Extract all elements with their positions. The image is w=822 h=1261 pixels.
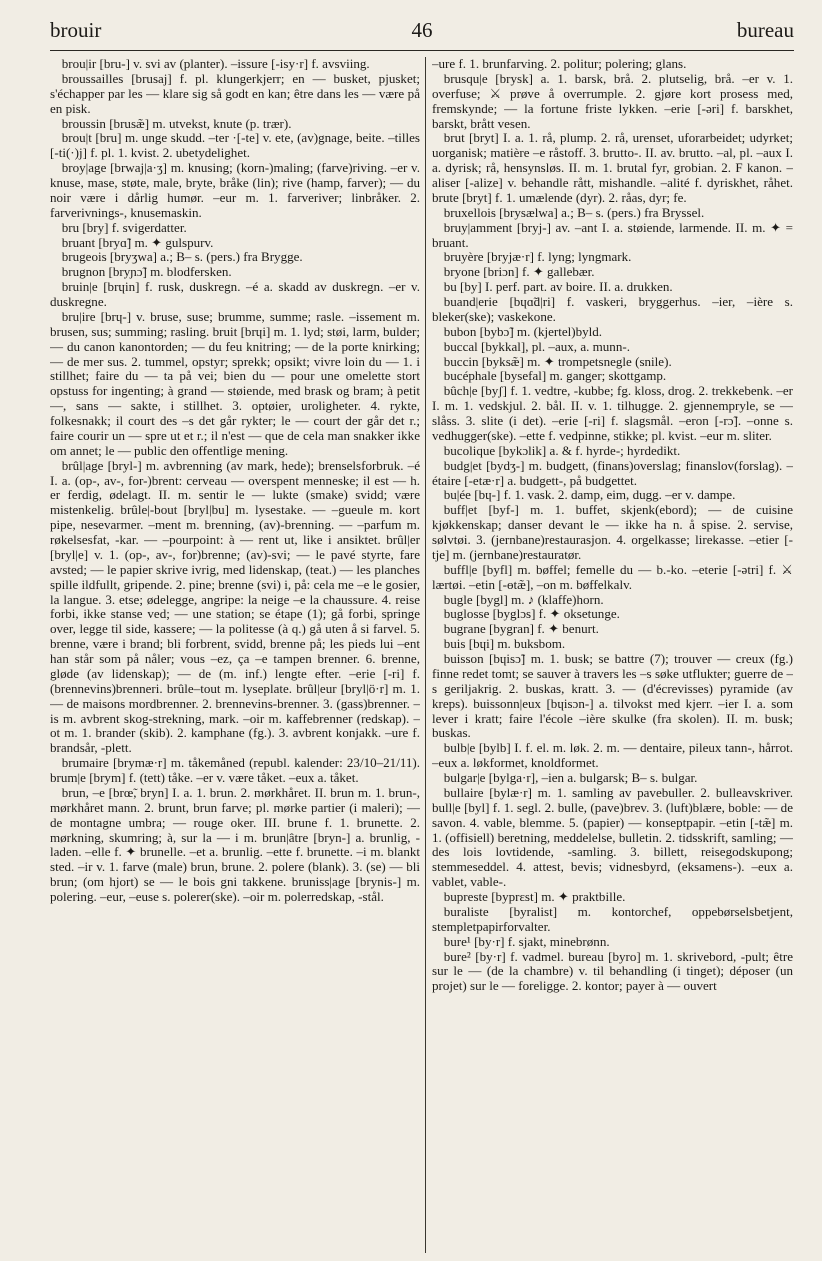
dictionary-entry: broy|age [brwaj|a·ʒ] m. knusing; (korn-)maling; (farve)riving. –er v. knuse, mase, støte, male, bryte, bråke (lin); rive (hamp, farver); — du noir være i dårlig humør. –eur m. 1. farveriver; linbråker. 2. farverivnings-, knusemaskin. — [50, 160, 420, 220]
dictionary-entry: bruin|e [brɥin] f. rusk, duskregn. –é a. skadd av duskregn. –er v. duskregne. — [50, 279, 420, 309]
dictionary-entry: bru [bry] f. svigerdatter. — [61, 219, 187, 235]
dictionary-entry: buff|et [byf-] m. 1. buffet, skjenk(ebord); — de cuisine kjøkkenskap; danser devant le — ikke ha n. å spise. 2. servise, sølvtøi. 3. (jernbane)restaurasjon. 4. orgelkasse; lirekasse. –etier [-tje] m. (jernbane)restauratør. — [432, 502, 793, 562]
dictionary-entry: bruxellois [brysælwa] a.; B– s. (pers.) fra Bryssel. — [443, 204, 705, 220]
dictionary-entry: brugnon [bryɲɔ̃] m. blodfersken. — [61, 264, 232, 280]
dictionary-entry: bugle [bygl] m. ♪ (klaffe)horn. — [443, 591, 604, 607]
dictionary-entry: bru|ire [brɥ-] v. bruse, suse; brumme, summe; rasle. –issement m. brusen, sus; summing; rasling. bruit [brɥi] m. 1. lyd; støi, larm, bulder; — du canon kanontorden; — du feu knitring; — de la porte knirking; — de mer sus. 2. tummel, opstyr; sprekk; opsikt; vivre loin du — 1. i stillhet; faire du — ta på vei; bien du — pour une omelette stort opstuss for ingenting; à grand — støiende, med brask og bram; à petit —, sans — sakte, i stillhet. 3. optøier, uroligheter. 4. rykte, folkesnakk; il court des –s det går rykter; le — court der går det r.; faire courir un — spre ut et r.; il n'est — que de cela man snakker ikke om annet; le — public den offentlige mening. — [50, 308, 420, 458]
dictionary-entry: buraliste [byralist] m. kontorchef, oppebørselsbetjent, stempletpapirforvalter. — [432, 903, 793, 934]
right-column — [432, 57, 793, 1257]
dictionary-entry: brugeois [bryʒwa] a.; B– s. (pers.) fra Brygge. — [61, 249, 303, 265]
page-number: 46 — [411, 18, 433, 42]
dictionary-entry: bu|ée [bɥ-] f. 1. vask. 2. damp, eim, dugg. –er v. dampe. — [443, 487, 736, 503]
dictionary-entry: bullaire [bylæ·r] m. 1. samling av pavebuller. 2. bulleavskriver. bull|e [byl] f. 1. segl. 2. bulle, (pave)brev. 3. (luft)blære, boble: — de savon. 4. vable, blemme. 5. (papier) — konseptpapir. –etin [-tæ̃] m. 1. (offisiell) beretning, meddelelse, bulletin. 2. tidsskrift, samling; — des lois lovtidende, -samling. 3. billett, reisegodskupong; stemmeseddel. 4. attest, bevis; vidnesbyrd, (eksamens-). –eux a. vablet, vable-. — [432, 784, 793, 890]
dictionary-entry: bûch|e [byʃ] f. 1. vedtre, -kubbe; fg. kloss, drog. 2. trekkebenk. –er I. m. 1. vedskjul. 2. bål. II. v. 1. tilhugge. 2. gjennempryle, se — slåss. 3. slite (i det). –erie [-ri] f. slagsmål. –eron [-rɔ̃]. –onne s. vedhugger(ske). –ette f. vedpinne, stikke; pl. kvist. –eur m. sliter. — [432, 383, 793, 443]
header-rule — [50, 50, 794, 51]
left-column — [50, 57, 420, 1257]
dictionary-entry: buglosse [byglɔs] f. ✦ oksetunge. — [443, 606, 620, 622]
dictionary-entry: brou|t [bru] m. unge skudd. –ter ·[-te] v. ete, (av)gnage, beite. –tilles [-ti(·)j] f. pl. 1. kvist. 2. ubetydelighet. — [50, 130, 420, 161]
dictionary-entry: broussin [brusæ̃] m. utvekst, knute (p. trær). — [61, 115, 292, 131]
dictionary-entry: brou|ir [bru-] v. svi av (planter). –issure [-isy·r] f. avsviing. — [61, 57, 370, 71]
dictionary-entry: bruy|amment [bryj-] av. –ant I. a. støiende, larmende. II. m. ✦ = bruant. — [432, 219, 793, 250]
dictionary-entry: –ure f. 1. brunfarving. 2. politur; polering; glans. — [432, 57, 687, 71]
dictionary-entry: buand|erie [bɥɑ̃d|ri] f. vaskeri, bryggerhus. –ier, –ière s. bleker(ske); vaskekone. — [432, 294, 793, 324]
dictionary-entry: bruant [bryɑ̃] m. ✦ gulspurv. — [61, 234, 214, 250]
dictionary-entry: buis [bɥi] m. buksbom. — [443, 636, 566, 652]
dictionary-entry: brusqu|e [brysk] a. 1. barsk, brå. 2. plutselig, brå. –er v. 1. overfuse; ⚔ prøve å overrumple. 2. gjøre kort prosess med, fremskynde; — la fortune friste lykken. –erie [-əri] f. barskhet, barskt, brått vesen. — [432, 70, 793, 131]
dictionary-entry: bucéphale [bysefal] m. ganger; skottgamp. — [443, 368, 667, 384]
dictionary-entry: bucolique [bykɔlik] a. & f. hyrde-; hyrdedikt. — [443, 442, 681, 458]
right-guideword: bureau — [736, 18, 794, 42]
dictionary-entry: buisson [bɥisɔ̃] m. 1. busk; se battre (7); trouver — creux (fg.) finne redet tomt; se sauver à travers les –s søke utflukter; guerre de –s geriljakrig. 2. buskas, kratt. 3. — (d'écrevisses) pyramide (av kreps). buissonn|eux [bɥisɔn-] a. tilvokst med kjerr. –ier I. a. som lever i kratt; faire l'école –ière skulke (fra skolen). II. m. busk; buskas. — [432, 651, 793, 741]
dictionary-entry: budg|et [bydʒ-] m. budgett, (finans)overslag; finanslov(forslag). –étaire [-etæ·r] a. budgett-, på budgettet. — [432, 457, 793, 488]
dictionary-entry: brut [bryt] I. a. 1. rå, plump. 2. rå, urenset, uforarbeidet; udyrket; uorganisk; matière –e råstoff. 3. brutto-. II. av. brutto. –al, pl. –aux I. a. dyrisk; rå, hensynsløs. II. m. 1. brutal fyr, grobian. 2. F kanon. –aliser [-alize] v. behandle rått, mishandle. –alité f. dyriskhet, råhet. brute [bryt] f. 1. umælende (dyr). 2. råas, dyr; fe. — [432, 130, 793, 205]
column-divider — [425, 57, 426, 1253]
dictionary-entry: bulgar|e [bylga·r], –ien a. bulgarsk; B– s. bulgar. — [443, 770, 698, 785]
dictionary-entry: bulb|e [bylb] I. f. el. m. løk. 2. m. — dentaire, pileux tann-, hårrot. –eux a. løkformet, knoldformet. — [432, 740, 793, 771]
dictionary-entry: bupreste [byprɛst] m. ✦ praktbille. — [443, 889, 626, 904]
dictionary-entry: brun, –e [brœ̃, bryn] I. a. 1. brun. 2. mørkhåret. II. brun m. 1. brun-, mørkhåret mann. 2. brunt, brun farve; pl. mørke partier (i maleri); — de montagne umbra; — rouge oker. III. brune f. 1. brunette. 2. mørkning, skumring; à, sur la — i m. brun|âtre [bryn-] a. brunlig, -laden. –elle f. ✦ brunelle. –et a. brunlig. –ette f. brunette. –i m. blankt sted. –ir v. 1. farve (male) brun, brune. 2. polere (blank). 3. (se) — bli brun; (om hjort) se — le bois gni takkene. bruniss|age [brynis-] m. polering. –eur, –euse s. polerer(ske). –oir m. polerredskap, -stål. — [50, 784, 420, 904]
left-guideword: brouir — [50, 18, 102, 42]
dictionary-entry: brumaire [brymæ·r] m. tåkemåned (republ. kalender: 23/10–21/11). brum|e [brym] f. (tett) tåke. –er v. være tåket. –eux a. tåket. — [50, 755, 420, 785]
dictionary-entry: bruyère [bryjæ·r] f. lyng; lyngmark. — [443, 249, 632, 265]
dictionary-entry: broussailles [brusaj] f. pl. klungerkjerr; en — busket, pjusket; s'échapper par les — klare sig så godt en kan; être dans les — være på en pisk. — [50, 70, 420, 116]
dictionary-entry: bu [by] I. perf. part. av boire. II. a. drukken. — [443, 279, 673, 295]
dictionary-entry: bure² [by·r] f. vadmel. bureau [byro] m. 1. skrivebord, -pult; être sur le — (de la chambre) v. til behandling (i tinget); déposer (un projet) sur le — foreligge. 2. kontor; payer à — ouvert — [432, 948, 793, 994]
dictionary-entry: brûl|age [bryl-] m. avbrenning (av mark, hede); brenselsforbruk. –é I. a. (op-, av-, for-)brent: cerveau — overspent menneske; il est — h. er ferdig, ødelagt. II. m. sentir le — lukte (smake) svidd; være mistenkelig. brûle|-bout [bryl|bu] m. lysestake. — –gueule m. kort pipe, nesevarmer. –ment m. brenning, (av)-brenning. — –parfum m. røkelsesfat, -kar. — –pourpoint: à — rent ut, like i ansiktet. brûl|er [bryl|e] v. 1. (op-, av-, for)brenne; (av)-svi; — le pavé styrte, fare avsted; — le papier skrive ivrig, med lidenskap, (teat.) — les planches spille ildfullt, gripende. 2. pine; brenne (svi) i, på: cela me –e le gosier, la langue. 3. etse; ødelegge, angripe: la neige –e la chaussure. 4. reise forbi, ikke stanse ved; — une station; se étape (1); gå forbi, springe over, legge til side, kassere; — la politesse (à q.) gå uten å si farvel. 5. brenne, være i brand; bli forbrent, svidd, brenne på; les pieds lui –ent han står som på nåler; vous –ez, ça –e tampen brenner. 6. brenne, gløde (av lidenskap); — de (m. inf.) lengte efter. –erie [-ri] f. (brennevins)brenneri. brûle–tout m. lyseplate. brûl|eur [bryl|ö·r] m. 1. — de maisons mordbrenner. 2. brennevins-brenner. 3. (gass)brenner. –is m. avbrent skog-strekning, mark. –oir m. kaffebrenner (redskap). –ot m. 1. brander (skib). 2. kamphane (fg.). 3. avbrent konjakk. –ure f. brandsår, -plett. — [50, 457, 420, 756]
dictionary-entry: bugrane [bygran] f. ✦ benurt. — [443, 621, 599, 637]
dictionary-entry: bryone [briɔn] f. ✦ gallebær. — [443, 264, 595, 280]
page-header — [50, 18, 794, 50]
dictionary-entry: bubon [bybɔ̃] m. (kjertel)byld. — [443, 323, 603, 339]
dictionary-entry: bure¹ [by·r] f. sjakt, minebrønn. — [443, 933, 610, 949]
dictionary-entry: buffl|e [byfl] m. bøffel; femelle du — b.-ko. –eterie [-ətri] f. ⚔ lærtøi. –etin [-ɵtæ̃], –on m. bøffelkalv. — [432, 561, 793, 592]
dictionary-entry: buccal [bykkal], pl. –aux, a. munn-. — [443, 338, 630, 354]
dictionary-entry: buccin [byksæ̃] m. ✦ trompetsnegle (snile). — [443, 353, 672, 369]
